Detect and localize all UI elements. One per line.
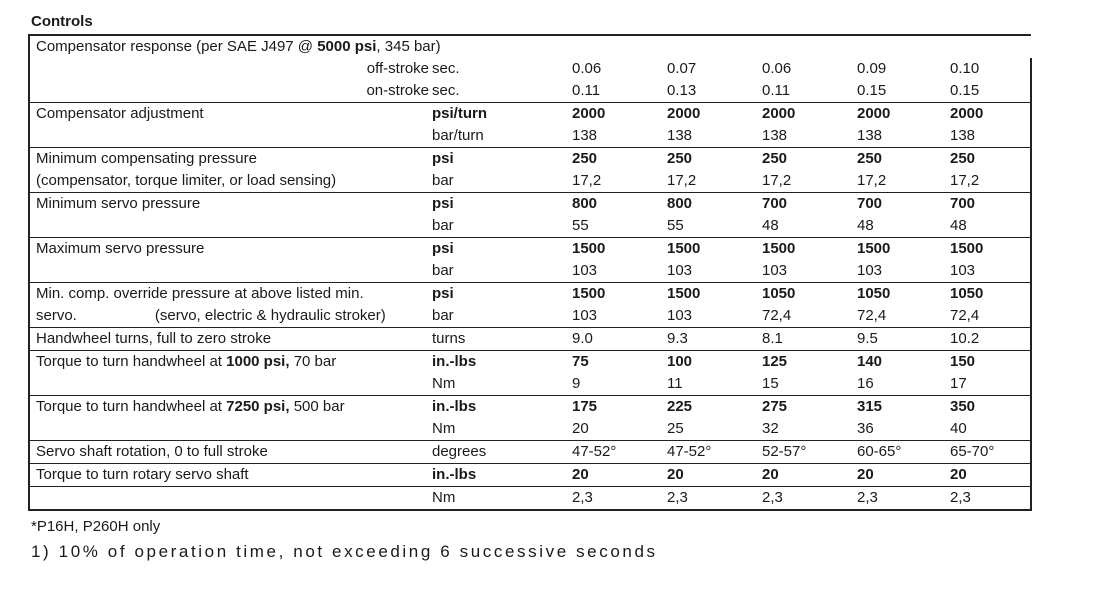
value-cell: 20 [572,420,589,437]
param-cell [29,373,429,396]
param-cell: Compensator adjustment [29,103,429,126]
param-cell [29,215,429,238]
value-cell: 9.0 [571,328,666,351]
table-row [29,441,1031,464]
value-cell: 17,2 [572,172,602,189]
value-cell: 1500 [666,283,761,306]
value-cell: 250 [761,148,856,171]
value-cell: 1500 [571,283,666,306]
value-cell: 103 [667,262,693,279]
value-cell: 55 [667,217,684,234]
value-cell: 0.06 [762,60,792,77]
value-cell: 2000 [571,103,666,126]
param-cell [29,305,429,328]
value-cell: 103 [857,262,883,279]
value-cell: 103 [949,260,1031,283]
param-text: Compensator response (per SAE J497 @ [36,38,318,55]
value-cell: 125 [761,351,856,374]
value-cell: 2,3 [761,487,856,511]
table-row [29,80,1031,103]
value-cell: 250 [571,148,666,171]
param-cell [29,396,429,419]
unit-cell: Nm [432,420,456,437]
value-cell: 1500 [949,238,1031,261]
value-cell: 0.11 [762,82,791,99]
value-cell: 17,2 [857,172,887,189]
value-cell: 175 [571,396,666,419]
param-cell: (compensator, torque limiter, or load sensing) [29,170,429,193]
value-cell: 1500 [856,238,949,261]
param-cell [29,260,429,283]
value-cell: 2,3 [856,487,949,511]
value-cell: 225 [666,396,761,419]
param-text-bold: 7250 psi, [226,398,290,415]
value-cell: 0.15 [949,80,1031,103]
param-cell: off-stroke [29,58,429,80]
value-cell: 0.07 [667,60,697,77]
value-cell: 47-52° [666,441,761,464]
unit-cell: bar/turn [432,127,484,144]
value-cell: 52-57° [761,441,856,464]
value-cell: 103 [572,307,598,324]
value-cell: 103 [667,307,693,324]
value-cell: 20 [666,464,761,487]
unit-cell: bar [432,307,454,324]
value-cell: 17 [949,373,1031,396]
param-cell: Minimum servo pressure [29,193,429,216]
value-cell: 800 [666,193,761,216]
value-cell: 72,4 [949,305,1031,328]
unit-cell: bar [432,172,454,189]
table-row [29,305,1031,328]
param-cell [29,351,429,374]
table-row [29,103,1031,126]
value-cell: 2000 [761,103,856,126]
unit-cell: turns [429,328,571,351]
value-cell: 0.09 [857,60,887,77]
value-cell: 1500 [761,238,856,261]
value-cell: 9.3 [666,328,761,351]
value-cell: 20 [571,464,666,487]
value-cell: 1500 [571,238,666,261]
value-cell: 8.1 [761,328,856,351]
value-cell: 100 [666,351,761,374]
param-text: , 345 bar) [376,38,441,55]
value-cell: 75 [571,351,666,374]
value-cell: 2,3 [666,487,761,511]
unit-cell: Nm [429,487,571,511]
unit-cell: in.-lbs [429,464,571,487]
param-cell [29,487,429,511]
table-row [29,260,1031,283]
value-cell: 350 [949,396,1031,419]
param-text: (servo, electric & hydraulic stroker) [154,307,386,324]
table-row [29,58,1031,80]
unit-cell: psi [429,238,571,261]
value-cell: 0.10 [949,58,1031,80]
unit-cell: in.-lbs [429,351,571,374]
value-cell: 250 [856,148,949,171]
footnote-models: *P16H, P260H only [31,518,161,535]
value-cell: 17,2 [762,172,792,189]
value-cell: 60-65° [856,441,949,464]
value-cell: 65-70° [949,441,1031,464]
table-row [29,215,1031,238]
value-cell: 0.06 [572,60,602,77]
param-text: Torque to turn handwheel at [36,398,227,415]
value-cell: 48 [762,217,779,234]
value-cell: 20 [856,464,949,487]
value-cell: 700 [856,193,949,216]
value-cell: 72,4 [762,307,792,324]
param-text: Torque to turn handwheel at [36,353,227,370]
value-cell: 315 [856,396,949,419]
table-row [29,125,1031,148]
table-row [29,170,1031,193]
value-cell: 138 [857,127,883,144]
value-cell: 2000 [666,103,761,126]
value-cell: 138 [949,125,1031,148]
unit-cell: bar [432,262,454,279]
value-cell: 0.15 [857,82,887,99]
value-cell: 2000 [856,103,949,126]
value-cell: 48 [857,217,874,234]
value-cell: 1050 [949,283,1031,306]
table-row [29,464,1031,487]
unit-cell: psi [429,148,571,171]
unit-cell: sec. [432,82,460,99]
value-cell: 20 [761,464,856,487]
value-cell: 250 [949,148,1031,171]
table-row [29,487,1031,511]
table-row [29,238,1031,261]
table-row [29,373,1031,396]
table-row [29,35,1031,58]
value-cell: 55 [572,217,589,234]
value-cell: 48 [949,215,1031,238]
value-cell: 800 [571,193,666,216]
value-cell: 17,2 [667,172,697,189]
value-cell: 275 [761,396,856,419]
param-cell: Handwheel turns, full to zero stroke [29,328,429,351]
unit-cell: bar [432,217,454,234]
value-cell: 250 [666,148,761,171]
value-cell: 0.11 [572,82,601,99]
controls-spec-table [28,34,1032,511]
param-text: 70 bar [289,353,337,370]
value-cell: 138 [762,127,788,144]
value-cell: 10.2 [949,328,1031,351]
table-row [29,283,1031,306]
param-cell [29,35,1031,58]
table-row [29,148,1031,171]
param-cell [29,125,429,148]
value-cell: 700 [949,193,1031,216]
param-cell: Servo shaft rotation, 0 to full stroke [29,441,429,464]
value-cell: 2000 [949,103,1031,126]
unit-cell: psi [429,283,571,306]
value-cell: 150 [949,351,1031,374]
value-cell: 36 [857,420,874,437]
value-cell: 16 [857,375,874,392]
value-cell: 17,2 [949,170,1031,193]
value-cell: 20 [949,464,1031,487]
param-cell: on-stroke [29,80,429,103]
value-cell: 72,4 [857,307,887,324]
unit-cell: psi [429,193,571,216]
unit-cell: sec. [432,60,460,77]
unit-cell: psi/turn [429,103,571,126]
table-row [29,396,1031,419]
value-cell: 2,3 [949,487,1031,511]
value-cell: 103 [762,262,788,279]
param-text-bold: 5000 psi [317,38,377,55]
table-row [29,418,1031,441]
table-row [29,351,1031,374]
param-cell: Min. comp. override pressure at above listed min. [29,283,429,306]
param-text-bold: 1000 psi, [226,353,290,370]
value-cell: 1050 [856,283,949,306]
unit-cell: Nm [432,375,456,392]
param-cell: Maximum servo pressure [29,238,429,261]
value-cell: 9.5 [856,328,949,351]
table-row [29,193,1031,216]
value-cell: 0.13 [667,82,697,99]
value-cell: 32 [762,420,779,437]
value-cell: 138 [667,127,693,144]
param-text: 500 bar [289,398,345,415]
param-cell: Torque to turn rotary servo shaft [29,464,429,487]
param-cell: Minimum compensating pressure [29,148,429,171]
value-cell: 1050 [761,283,856,306]
footnote-operation-time: 1) 10% of operation time, not exceeding 6 successive seconds [31,542,658,561]
table-row [29,328,1031,351]
value-cell: 15 [762,375,779,392]
value-cell: 138 [572,127,598,144]
value-cell: 700 [761,193,856,216]
unit-cell: degrees [429,441,571,464]
value-cell: 40 [949,418,1031,441]
value-cell: 103 [572,262,598,279]
section-title: Controls [31,13,93,30]
value-cell: 47-52° [571,441,666,464]
value-cell: 140 [856,351,949,374]
value-cell: 9 [572,375,581,392]
value-cell: 2,3 [571,487,666,511]
param-cell [29,418,429,441]
unit-cell: in.-lbs [429,396,571,419]
value-cell: 1500 [666,238,761,261]
param-text: servo. [36,307,77,324]
value-cell: 11 [667,375,683,392]
value-cell: 25 [667,420,684,437]
